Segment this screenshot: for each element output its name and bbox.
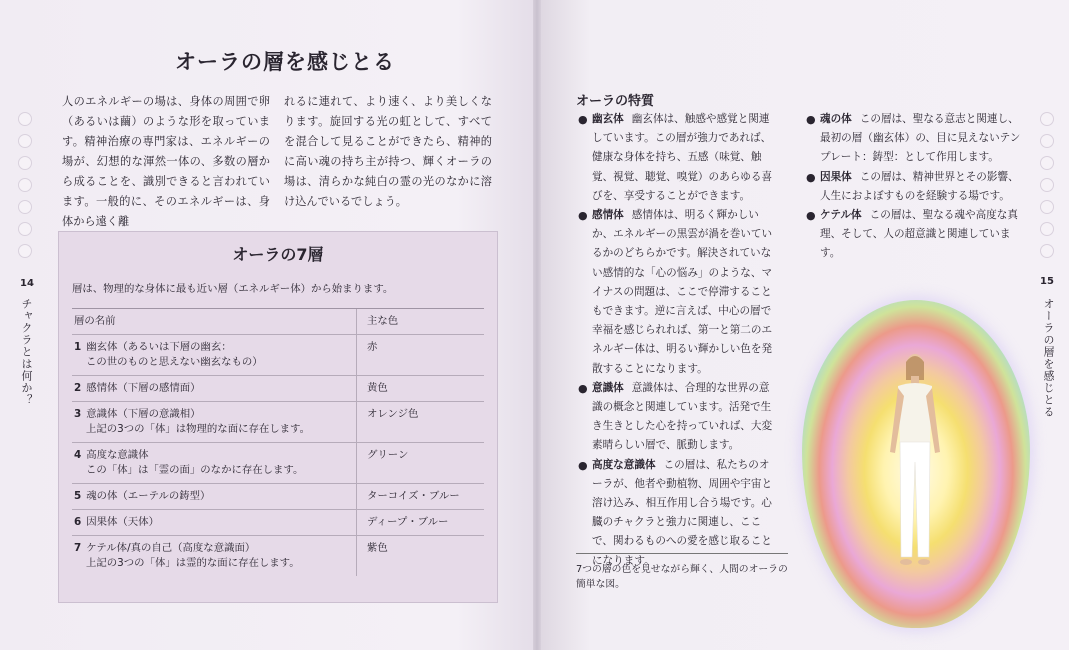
table-row [72,376,484,402]
row-number: 7 [74,542,82,554]
row-number: 1 [74,341,82,353]
table-row [72,536,484,576]
table-row [72,402,484,443]
row-name: 因果体（天体） [86,516,159,528]
box-title: オーラの7層 [232,245,324,264]
figure-caption: 7つの層の色を見せながら輝く、人間のオーラの簡単な図。 [576,564,788,590]
row-color: 紫色 [367,542,388,554]
row-name: 魂の体（エーテルの鋳型） [86,490,211,502]
table-row [72,443,484,484]
list-item: ● 幽玄体 幽玄体は、触感や感覚と関連しています。この層が強力であれば、健康な身体を持ち、五感（味覚、触覚、視覚、聴覚、嗅覚）のあらゆる喜びを、享受することができます。 [578,113,773,202]
running-head-right: オーラの層を感じとる [1042,298,1055,418]
row-name: 感情体（下層の感情面） [86,382,201,394]
box-lead: 層は、物理的な身体に最も近い層（エネルギー体）から始まります。 [72,283,394,295]
table-header-row [72,309,484,335]
table-row [72,510,484,536]
aura-layers-box [58,231,498,603]
list-item: ● 因果体 この層は、精神世界とその影響、人生におよぼすものを経験する場です。 [806,170,1019,202]
bullets-col2 [806,110,1024,264]
row-color: 赤 [367,341,378,353]
row-note: 上記の3つの「体」は物理的な面に存在します。 [86,423,310,435]
layers-table [72,308,484,576]
bullets-col1 [578,110,774,571]
table-row [72,335,484,376]
row-number: 2 [74,382,82,394]
book-gutter [533,0,541,650]
binder-holes-right [1040,112,1054,258]
row-number: 6 [74,516,82,528]
row-color: グリーン [367,449,409,461]
list-item: ● 高度な意識体 この層は、私たちのオーラが、他者や動植物、周囲や宇宙と溶け込み、相互作用し合う場です。心臓のチャクラと強力に関連し、ここで、関わるものへの愛を感じ取ることになります。 [578,458,773,567]
intro-text-col1: 人のエネルギーの場は、身体の周囲で卵（あるいは繭）のような形を取っています。精神治療の専門家は、エネルギーの場が、幻想的な渾然一体の、多数の層から成ることを、識別できると言われています。一般的に、そのエネルギーは、身体から遠く離 [62,95,270,228]
header-layer-name: 層の名前 [72,309,357,334]
row-name: 幽玄体（あるいは下層の幽玄： [86,341,232,353]
binder-holes-left [18,112,32,258]
list-item: ● 感情体 感情体は、明るく輝かしいか、エネルギーの黒雲が渦を巻いているかのどちらかです。解決されていない感情的な「心の悩み」のような、マイナスの問題は、ここで停滞することもできます。逆に言えば、中心の層で幸福を感じられれば、第一と第二のエネルギー体は、明るい輝かしい色を発散することになります。 [578,209,773,375]
intro-text-col2: れるに連れて、より速く、より美しくなります。旋回する光の虹として、すべてを混合して見ることができたら、精神的に高い魂の持ち主が持つ、輝くオーラの場は、清らかな純白の霊の光のなかに溶け込んでいるでしょう。 [284,95,492,208]
running-head-left: チャクラとは何か？ [20,298,33,406]
list-item: ● 意識体 意識体は、合理的な世界の意識の概念と関連しています。活発で生き生きとした心を持っていれば、大変素晴らしい層で、脈動します。 [578,381,773,452]
row-note: 上記の3つの「体」は霊的な面に存在します。 [86,557,300,569]
row-note: この世のものと思えない幽玄なもの） [86,356,263,368]
row-color: 黄色 [367,382,388,394]
row-color: ディープ・ブルー [367,516,449,528]
row-number: 3 [74,408,82,420]
row-color: オレンジ色 [367,408,419,420]
row-name: 高度な意識体 [86,449,149,461]
row-name: ケテル体/真の自己（高度な意識面） [86,542,256,554]
page-number-right: 15 [1040,276,1054,287]
list-item: ● ケテル体 この層は、聖なる魂や高度な真理、そして、人の超意識と関連しています。 [806,209,1018,260]
table-row [72,484,484,510]
row-number: 4 [74,449,82,461]
person-figure-icon [880,352,950,572]
caption-rule [576,553,788,554]
row-color: ターコイズ・ブルー [367,490,460,502]
page-title: オーラの層を感じとる [175,50,395,74]
header-main-color: 主な色 [367,315,399,327]
page-number-left: 14 [20,278,34,289]
row-note: この「体」は「霊の面」のなかに存在します。 [86,464,304,476]
row-name: 意識体（下層の意識相） [86,408,201,420]
list-item: ● 魂の体 この層は、聖なる意志と関連し、最初の層（幽玄体）の、目に見えないテンプレート：鋳型：として作用します。 [806,113,1021,164]
section-title: オーラの特質 [576,94,655,109]
row-number: 5 [74,490,82,502]
